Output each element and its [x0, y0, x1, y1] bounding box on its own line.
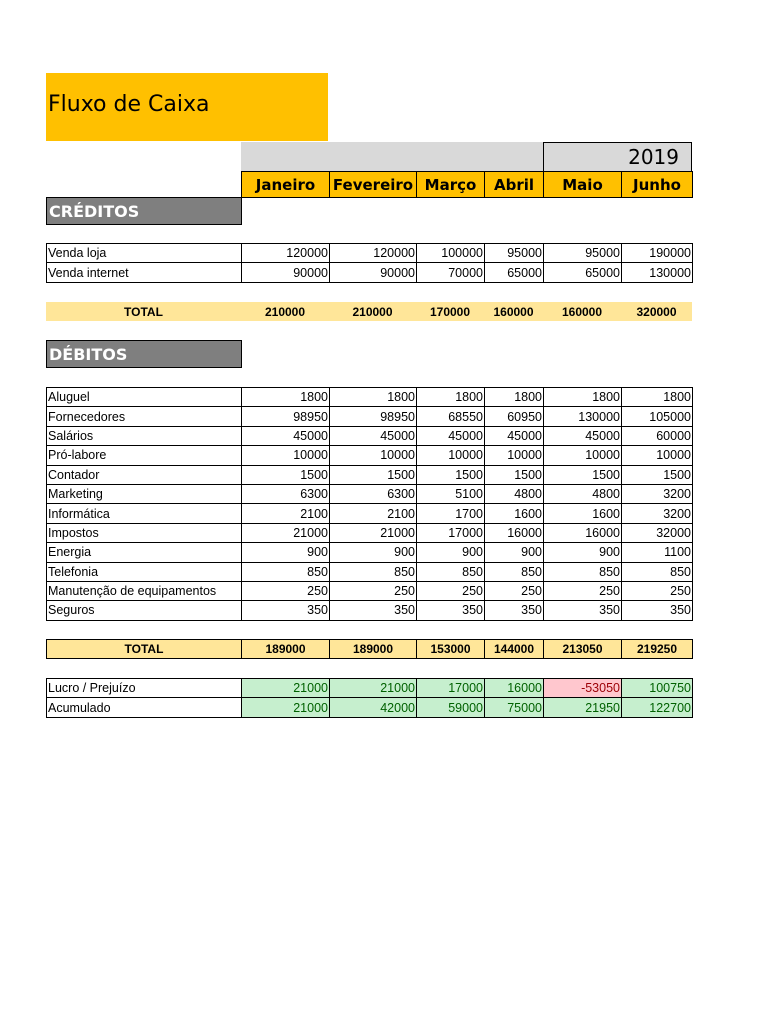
value-cell[interactable]: 3200 — [622, 504, 693, 523]
table-row — [47, 523, 693, 542]
row-label[interactable]: Venda loja — [47, 244, 242, 263]
value-cell[interactable]: 60000 — [622, 426, 693, 445]
row-label[interactable]: Pró-labore — [47, 446, 242, 465]
value-cell[interactable]: 1800 — [622, 388, 693, 407]
table-row — [47, 679, 693, 698]
value-cell[interactable]: 16000 — [544, 523, 622, 542]
month-header[interactable]: Junho — [622, 172, 693, 198]
credits-section-label[interactable]: CRÉDITOS — [46, 197, 242, 225]
row-label[interactable]: Venda internet — [47, 263, 242, 282]
row-label[interactable]: Lucro / Prejuízo — [47, 679, 242, 698]
total-cell[interactable]: 153000 — [417, 640, 485, 659]
row-label[interactable]: Contador — [47, 465, 242, 484]
value-cell[interactable]: -53050 — [544, 679, 622, 698]
value-cell[interactable]: 98950 — [330, 407, 417, 426]
value-cell[interactable]: 1500 — [622, 465, 693, 484]
value-cell[interactable]: 1500 — [417, 465, 485, 484]
value-cell[interactable]: 2100 — [242, 504, 330, 523]
value-cell[interactable]: 21000 — [330, 679, 417, 698]
row-label[interactable]: Impostos — [47, 523, 242, 542]
total-cell[interactable]: 160000 — [493, 304, 534, 319]
month-header-row — [241, 171, 693, 198]
value-cell[interactable]: 65000 — [485, 263, 544, 282]
table-row — [47, 388, 693, 407]
value-cell[interactable]: 70000 — [417, 263, 485, 282]
value-cell[interactable]: 68550 — [417, 407, 485, 426]
total-cell[interactable]: 189000 — [330, 640, 417, 659]
value-cell[interactable]: 250 — [242, 581, 330, 600]
value-cell[interactable]: 120000 — [242, 244, 330, 263]
value-cell[interactable]: 90000 — [242, 263, 330, 282]
value-cell[interactable]: 350 — [544, 601, 622, 620]
total-cell[interactable]: 219250 — [622, 640, 693, 659]
table-row — [47, 426, 693, 445]
value-cell[interactable]: 250 — [485, 581, 544, 600]
value-cell[interactable]: 130000 — [544, 407, 622, 426]
month-header[interactable]: Janeiro — [242, 172, 330, 198]
value-cell[interactable]: 10000 — [330, 446, 417, 465]
value-cell[interactable]: 350 — [417, 601, 485, 620]
value-cell[interactable]: 95000 — [544, 244, 622, 263]
value-cell[interactable]: 10000 — [417, 446, 485, 465]
value-cell[interactable]: 6300 — [242, 484, 330, 503]
debits-table — [46, 387, 693, 621]
value-cell[interactable]: 17000 — [417, 679, 485, 698]
value-cell[interactable]: 1500 — [485, 465, 544, 484]
value-cell[interactable]: 900 — [242, 543, 330, 562]
value-cell[interactable]: 250 — [417, 581, 485, 600]
table-row — [47, 446, 693, 465]
table-row — [47, 407, 693, 426]
value-cell[interactable]: 900 — [417, 543, 485, 562]
table-row — [47, 562, 693, 581]
value-cell[interactable]: 6300 — [330, 484, 417, 503]
month-header[interactable]: Março — [417, 172, 485, 198]
value-cell[interactable]: 1100 — [622, 543, 693, 562]
value-cell[interactable]: 1800 — [417, 388, 485, 407]
value-cell[interactable]: 75000 — [485, 698, 544, 717]
value-cell[interactable]: 850 — [242, 562, 330, 581]
row-label[interactable]: Seguros — [47, 601, 242, 620]
value-cell[interactable]: 10000 — [485, 446, 544, 465]
total-label[interactable]: TOTAL — [47, 640, 242, 659]
total-cell[interactable]: 213050 — [544, 640, 622, 659]
year-cell[interactable] — [543, 142, 692, 171]
value-cell[interactable]: 98950 — [242, 407, 330, 426]
value-cell[interactable]: 32000 — [622, 523, 693, 542]
total-cell[interactable]: 170000 — [429, 304, 471, 319]
total-cell[interactable]: 144000 — [485, 640, 544, 659]
value-cell[interactable]: 850 — [485, 562, 544, 581]
value-cell[interactable]: 4800 — [485, 484, 544, 503]
total-label[interactable]: TOTAL — [124, 304, 163, 319]
table-row — [47, 601, 693, 620]
row-label[interactable]: Marketing — [47, 484, 242, 503]
value-cell[interactable]: 130000 — [622, 263, 693, 282]
value-cell[interactable]: 900 — [330, 543, 417, 562]
value-cell[interactable]: 21000 — [242, 523, 330, 542]
value-cell[interactable]: 250 — [544, 581, 622, 600]
value-cell[interactable]: 17000 — [417, 523, 485, 542]
value-cell[interactable]: 122700 — [622, 698, 693, 717]
total-cell[interactable]: 160000 — [561, 304, 603, 319]
value-cell[interactable]: 1800 — [544, 388, 622, 407]
value-cell[interactable]: 90000 — [330, 263, 417, 282]
value-cell[interactable]: 900 — [485, 543, 544, 562]
value-cell[interactable]: 350 — [330, 601, 417, 620]
value-cell[interactable]: 5100 — [417, 484, 485, 503]
value-cell[interactable]: 1600 — [544, 504, 622, 523]
table-row — [47, 543, 693, 562]
value-cell[interactable]: 1500 — [330, 465, 417, 484]
debits-total-row — [46, 639, 693, 659]
value-cell[interactable]: 95000 — [485, 244, 544, 263]
value-cell[interactable]: 3200 — [622, 484, 693, 503]
value-cell[interactable]: 1500 — [242, 465, 330, 484]
row-label[interactable]: Salários — [47, 426, 242, 445]
value-cell[interactable]: 120000 — [330, 244, 417, 263]
value-cell[interactable]: 190000 — [622, 244, 693, 263]
value-cell[interactable]: 100750 — [622, 679, 693, 698]
total-cell[interactable]: 210000 — [264, 304, 306, 319]
month-header[interactable]: Abril — [485, 172, 544, 198]
value-cell[interactable]: 1600 — [485, 504, 544, 523]
value-cell[interactable]: 350 — [485, 601, 544, 620]
table-row — [47, 263, 693, 282]
value-cell[interactable]: 21950 — [544, 698, 622, 717]
value-cell[interactable]: 21000 — [242, 679, 330, 698]
results-table — [46, 678, 693, 718]
table-row — [47, 244, 693, 263]
table-row — [47, 698, 693, 717]
total-cell[interactable]: 210000 — [352, 304, 393, 319]
value-cell[interactable]: 350 — [242, 601, 330, 620]
table-row — [47, 484, 693, 503]
row-label[interactable]: Telefonia — [47, 562, 242, 581]
table-row — [47, 504, 693, 523]
value-cell[interactable]: 2100 — [330, 504, 417, 523]
value-cell[interactable]: 1700 — [417, 504, 485, 523]
row-label[interactable]: Aluguel — [47, 388, 242, 407]
total-cell[interactable]: 189000 — [242, 640, 330, 659]
row-label[interactable]: Fornecedores — [47, 407, 242, 426]
credits-table — [46, 243, 693, 283]
value-cell[interactable]: 45000 — [485, 426, 544, 445]
sheet-title: Fluxo de Caixa — [48, 92, 210, 117]
value-cell[interactable]: 45000 — [330, 426, 417, 445]
credits-total-row — [46, 302, 692, 321]
value-cell[interactable]: 16000 — [485, 523, 544, 542]
value-cell[interactable]: 59000 — [417, 698, 485, 717]
row-label[interactable]: Manutenção de equipamentos — [47, 581, 242, 600]
total-cell[interactable]: 320000 — [636, 304, 677, 319]
debits-section-label[interactable]: DÉBITOS — [46, 340, 242, 368]
month-header[interactable]: Fevereiro — [330, 172, 417, 198]
value-cell[interactable]: 350 — [622, 601, 693, 620]
value-cell[interactable]: 850 — [417, 562, 485, 581]
value-cell[interactable]: 45000 — [242, 426, 330, 445]
year-label: 2019 — [628, 145, 679, 169]
row-label[interactable]: Acumulado — [47, 698, 242, 717]
value-cell[interactable]: 21000 — [242, 698, 330, 717]
value-cell[interactable]: 21000 — [330, 523, 417, 542]
table-row — [47, 581, 693, 600]
value-cell[interactable]: 10000 — [622, 446, 693, 465]
value-cell[interactable]: 16000 — [485, 679, 544, 698]
row-label[interactable]: Informática — [47, 504, 242, 523]
value-cell[interactable]: 250 — [622, 581, 693, 600]
row-label[interactable]: Energia — [47, 543, 242, 562]
value-cell[interactable]: 900 — [544, 543, 622, 562]
table-row — [47, 465, 693, 484]
value-cell[interactable]: 100000 — [417, 244, 485, 263]
value-cell[interactable]: 850 — [330, 562, 417, 581]
value-cell[interactable]: 60950 — [485, 407, 544, 426]
value-cell[interactable]: 10000 — [242, 446, 330, 465]
value-cell[interactable]: 45000 — [544, 426, 622, 445]
value-cell[interactable]: 4800 — [544, 484, 622, 503]
value-cell[interactable]: 250 — [330, 581, 417, 600]
value-cell[interactable]: 1800 — [330, 388, 417, 407]
value-cell[interactable]: 42000 — [330, 698, 417, 717]
value-cell[interactable]: 65000 — [544, 263, 622, 282]
value-cell[interactable]: 105000 — [622, 407, 693, 426]
value-cell[interactable]: 1800 — [485, 388, 544, 407]
value-cell[interactable]: 850 — [622, 562, 693, 581]
value-cell[interactable]: 1800 — [242, 388, 330, 407]
value-cell[interactable]: 850 — [544, 562, 622, 581]
value-cell[interactable]: 1500 — [544, 465, 622, 484]
month-header[interactable]: Maio — [544, 172, 622, 198]
value-cell[interactable]: 10000 — [544, 446, 622, 465]
value-cell[interactable]: 45000 — [417, 426, 485, 445]
